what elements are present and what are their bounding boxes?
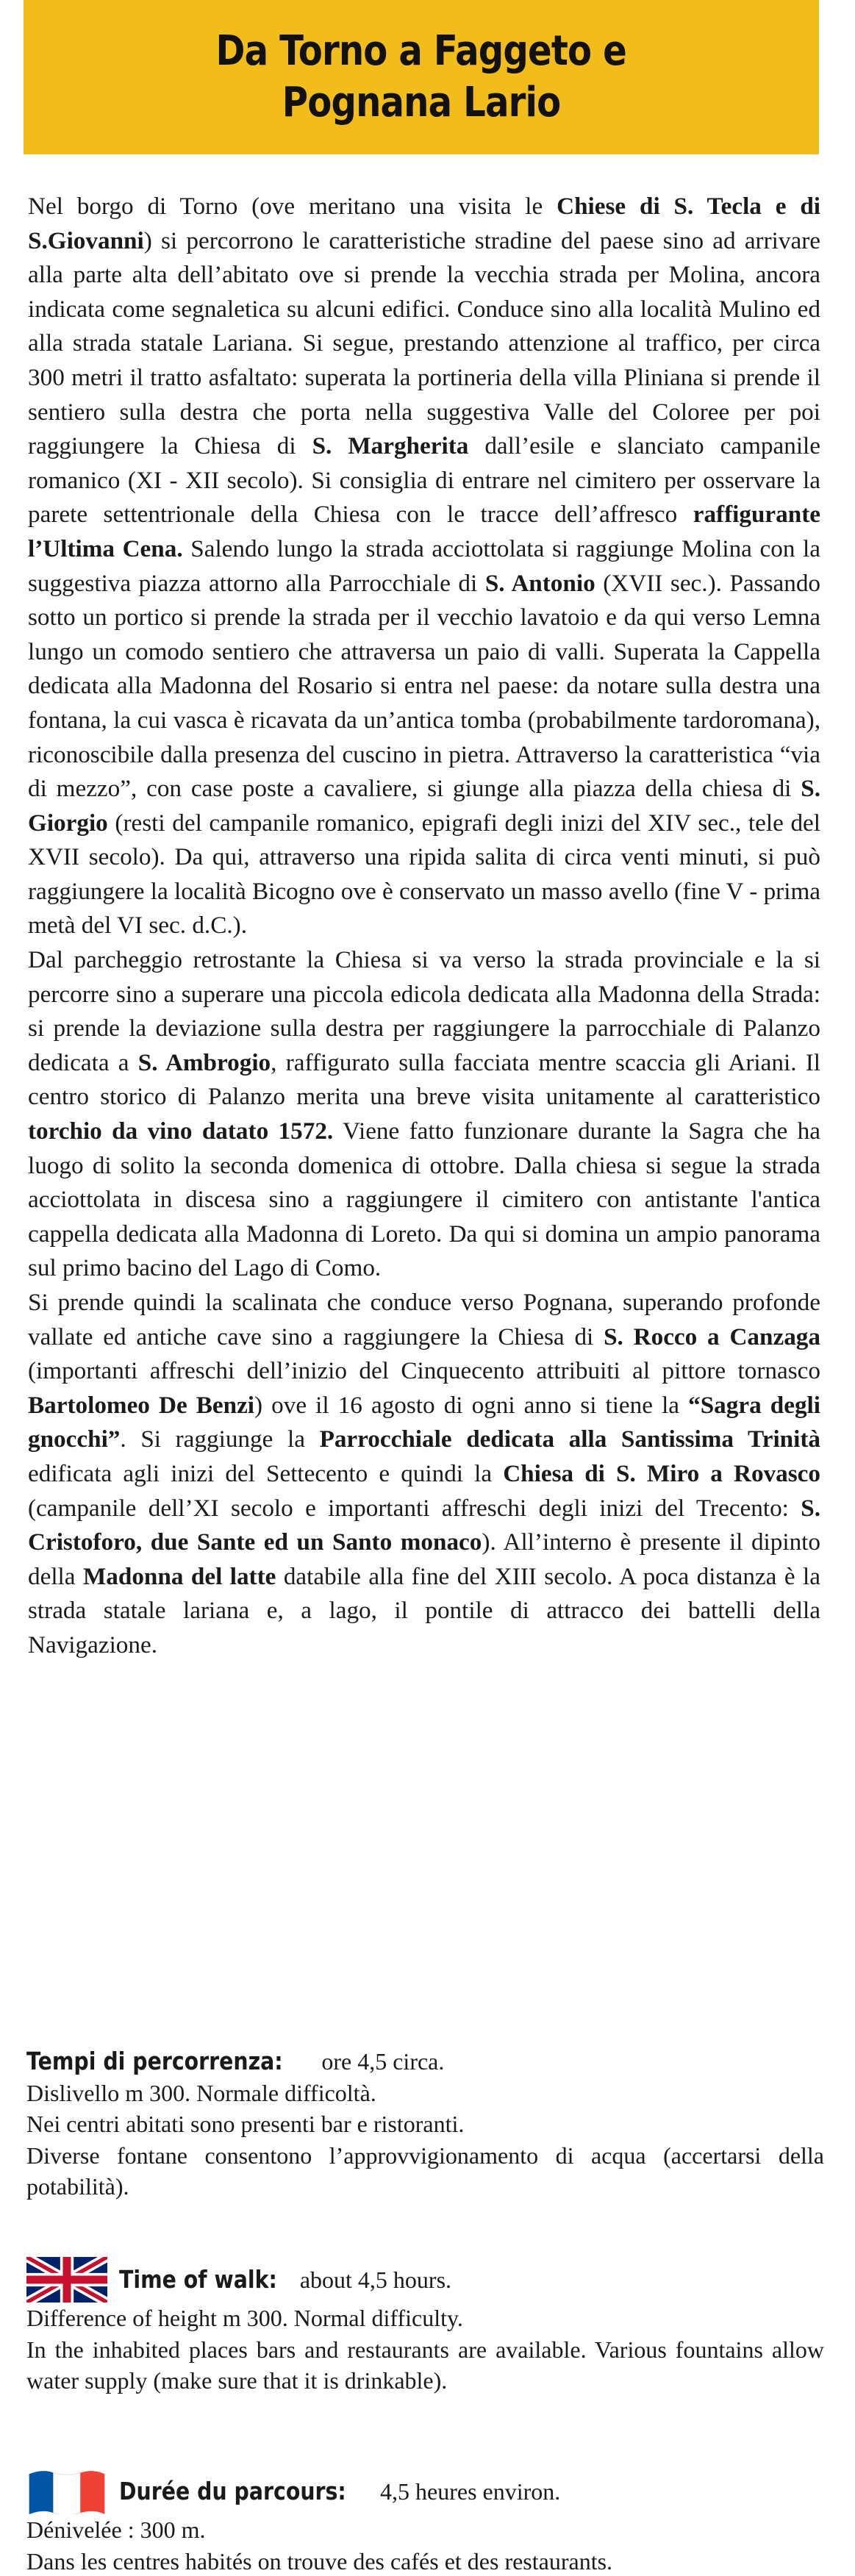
bold-run: Bartolomeo De Benzi [28,1391,255,1419]
text-run: edificata agli inizi del Settecento e quindi la [28,1459,504,1487]
text-run: Viene fatto funzionare durante la Sagra che ha luogo di solito la seconda domenica di ottobre. Dalla chiesa si segue la strada acciottolata in discesa sino a raggiungere il cimitero con antistante l'antica cappella dedicata alla Madonna di Loreto. Da qui si domina un ampio panorama sul primo bacino del Lago di Como. [28,1117,820,1282]
english-info [26,2257,824,2397]
italian-fountains: Diverse fontane consentono l’approvvigionamento di acqua (accertarsi della potabilità). [26,2142,824,2200]
text-run: (XVII sec.). Passando sotto un portico si prende la strada per il vecchio lavatoio e da qui verso Lemna lungo un comodo sentiero che attraversa un paio di valli. Superata la Cappella dedicata alla Madonna del Rosario si entra nel paese: da notare sulla destra una fontana, la cui vasca è ricavata da un’antica tomba (probabilmente tardoromana), riconoscibile dalla presenza del cuscino in pietra. Attraverso la caratteristica “via di mezzo”, con case poste a cavaliere, si giunge alla piazza della chiesa di [28,569,821,803]
italian-time-label: Tempi di percorrenza: [26,2047,283,2075]
paragraph-pognana [28,1286,820,1663]
french-time-label: Durée du parcours: [119,2476,346,2505]
text-run: , raffigurato sulla facciata mentre scaccia gli Ariani. Il centro storico di Palanzo merita una breve visita unitamente al caratteristico [28,1048,821,1111]
title-banner [24,0,819,154]
text-run: (campanile dell’XI secolo e importanti affreschi degli inizi del Trecento: [28,1494,801,1522]
french-time-line [26,2469,824,2514]
title-line-1: Da Torno a Faggeto e [215,27,627,75]
bold-run: S. Cristoforo, due Sante ed un Santo monaco [28,1494,820,1556]
italian-bars: Nei centri abitati sono presenti bar e ristoranti. [26,2111,465,2137]
italian-height: Dislivello m 300. Normale difficoltà. [26,2079,376,2106]
text-run: ) ove il 16 agosto di ogni anno si tiene la [254,1391,689,1419]
english-facilities: In the inhabited places bars and restaurants are available. Various fountains allow water supply (make sure that it is drinkable). [26,2336,824,2394]
text-run: . Si raggiunge la [120,1425,320,1453]
bold-run: S. Giorgio [28,775,820,837]
english-time-label: Time of walk: [119,2264,277,2294]
bold-run: Madonna del latte [82,1562,276,1590]
bold-run: S. Antonio [484,569,595,597]
paragraph-torno [28,190,820,943]
english-height: Difference of height m 300. Normal difficulty. [26,2305,463,2331]
french-info [26,2469,824,2576]
text-run: Dal parcheggio retrostante la Chiesa si va verso la strada provinciale e la si percorre sino a superare una piccola edicola dedicata alla Madonna della Strada: si prende la deviazione sulla destra per raggiungere la parrocchiale di Palanzo dedicata a [28,946,820,1076]
bold-run: Chiesa di S. Miro a Rovasco [503,1459,820,1487]
bold-run: S. Ambrogio [137,1048,271,1076]
text-run: dall’esile e slanciato campanile romanico (XI - XII secolo). Si consiglia di entrare nel cimitero per osservare la parete settentrionale della Chiesa con le tracce dell’affresco [28,432,821,529]
text-run: (importanti affreschi dell’inizio del Cinquecento attribuiti al pittore tornasco [28,1357,820,1385]
text-run: Salendo lungo la strada acciottolata si raggiunge Molina con la suggestiva piazza attorno alla Parrocchiale di [28,534,820,597]
english-time-line [26,2257,824,2303]
text-run: ) si percorrono le caratteristiche stradine del paese sino ad arrivare alla parte alta dell’abitato ove si prende la vecchia strada per Molina, ancora indicata come segnaletica su alcuni edifici. Conduce sino alla località Mulino ed alla strada statale Lariana. Si segue, prestando attenzione al traffico, per circa 300 metri il tratto asfaltato: superata la portineria della villa Pliniana si prende il sentiero sulla destra che porta nella suggestiva Valle del Coloree per poi raggiungere la Chiesa di [28,226,820,460]
uk-flag-icon [26,2257,107,2303]
french-height: Dénivelée : 300 m. [26,2516,206,2543]
text-run: databile alla fine del XIII secolo. A poca distanza è la strada statale lariana e, a lago, il pontile di attracco dei battelli della Navigazione. [28,1562,820,1659]
bold-run: Parrocchiale dedicata alla Santissima Trinità [319,1425,820,1453]
france-flag-icon [26,2469,107,2514]
bold-run: raffigurante l’Ultima Cena. [28,501,820,562]
text-run: Nel borgo di Torno (ove meritano una visita le [28,193,557,220]
french-duration: 4,5 heures environ. [374,2477,561,2505]
bold-run: “Sagra degli gnocchi” [28,1391,820,1453]
paragraph-palanzo [28,943,820,1286]
bold-run: S. Rocco a Canzaga [604,1323,820,1350]
title-line-2: Pognana Lario [282,79,561,126]
french-facilities: Dans les centres habités on trouve des cafés et des restaurants. [26,2547,613,2575]
text-run: (resti del campanile romanico, epigrafi degli inizi del XIV sec., tele del XVII secolo). Da qui, attraverso una ripida salita di circa venti minuti, si può raggiungere la località Bicogno ove è conservato un masso avello (fine V - prima metà del VI sec. d.C.). [28,809,820,940]
bold-run: S. Margherita [312,432,469,460]
italian-duration: ore 4,5 circa. [315,2048,445,2075]
italian-time-line [26,2046,824,2078]
bold-run: torchio da vino datato 1572. [28,1117,334,1145]
text-run: ). All’interno è presente il dipinto della [28,1528,821,1590]
bold-run: Chiese di S. Tecla e di S.Giovanni [28,193,820,254]
text-run: Si prende quindi la scalinata che conduce verso Pognana, superando profonde vallate ed antiche cave sino a raggiungere la Chiesa di [28,1289,820,1350]
english-duration: about 4,5 hours. [293,2266,452,2293]
italian-info [26,2046,824,2203]
article-body [28,190,820,1663]
